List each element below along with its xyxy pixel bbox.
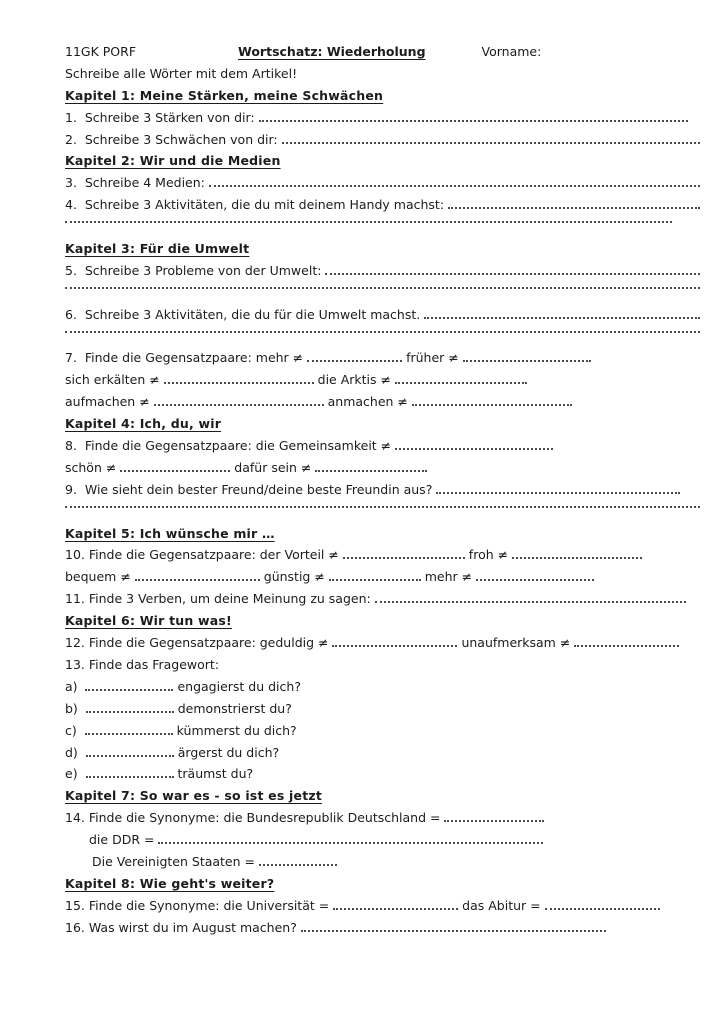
worksheet-line	[65, 745, 700, 767]
answer-blank	[86, 753, 174, 757]
answer-blank	[329, 577, 421, 581]
line-text: anmachen ≠	[323, 394, 412, 410]
chapter-heading-text: Kapitel 3: Für die Umwelt	[65, 241, 250, 257]
answer-blank	[448, 205, 700, 209]
course-code: 11GK PORF	[65, 44, 137, 59]
chapter-heading	[65, 416, 700, 438]
line-text: demonstrierst du?	[173, 700, 292, 716]
worksheet-line	[65, 329, 700, 351]
line-text: 9. Wie sieht dein bester Freund/deine beste Freundin aus?	[65, 481, 437, 497]
answer-blank	[301, 928, 606, 932]
answer-blank	[574, 643, 679, 647]
answer-blank	[333, 906, 458, 910]
line-text: schön ≠	[65, 459, 121, 475]
worksheet-line	[65, 197, 700, 219]
chapter-heading-text: Kapitel 2: Wir und die Medien	[65, 153, 281, 169]
worksheet-line	[65, 635, 700, 657]
answer-blank	[375, 599, 686, 603]
answer-blank	[164, 380, 314, 384]
worksheet-line	[65, 350, 700, 372]
answer-blank	[259, 862, 337, 866]
chapter-heading	[65, 153, 700, 175]
chapter-heading-text: Kapitel 8: Wie geht's weiter?	[65, 875, 275, 891]
line-text: e)	[65, 766, 86, 782]
line-text: unaufmerksam ≠	[457, 635, 575, 651]
worksheet-line	[65, 898, 700, 920]
line-text: 3. Schreibe 4 Medien:	[65, 175, 209, 191]
worksheet-line	[65, 810, 700, 832]
line-text: 1. Schreibe 3 Stärken von dir:	[65, 109, 259, 125]
answer-blank	[332, 643, 457, 647]
worksheet-line	[65, 701, 700, 723]
answer-blank	[85, 687, 173, 691]
worksheet-line	[65, 460, 700, 482]
page-title: Wortschatz: Wiederholung	[238, 44, 426, 59]
answer-blank	[463, 358, 591, 362]
line-text: 10. Finde die Gegensatzpaare: der Vorteil ≠	[65, 547, 343, 563]
line-text: das Abitur =	[458, 897, 545, 913]
answer-blank	[476, 577, 594, 581]
chapter-heading-text: Kapitel 4: Ich, du, wir	[65, 416, 222, 432]
worksheet-body	[65, 66, 700, 942]
worksheet-line	[65, 591, 700, 613]
worksheet-line	[65, 854, 700, 876]
line-text: 4. Schreibe 3 Aktivitäten, die du mit deinem Handy machst:	[65, 197, 449, 213]
answer-blank	[343, 555, 465, 559]
line-text: froh ≠	[464, 547, 513, 563]
line-text: 15. Finde die Synonyme: die Universität =	[65, 897, 334, 913]
line-text: 12. Finde die Gegensatzpaare: geduldig ≠	[65, 635, 333, 651]
answer-blank	[325, 271, 700, 275]
line-text: 6. Schreibe 3 Aktivitäten, die du für die Umwelt machst.	[65, 306, 425, 322]
worksheet-line	[65, 66, 700, 88]
header	[65, 44, 700, 66]
worksheet-line	[65, 504, 700, 526]
line-text: bequem ≠	[65, 569, 135, 585]
line-text: dafür sein ≠	[230, 459, 316, 475]
line-text: sich erkälten ≠	[65, 372, 164, 388]
answer-blank	[158, 840, 543, 844]
worksheet-line	[65, 832, 700, 854]
worksheet-line	[65, 482, 700, 504]
chapter-heading	[65, 613, 700, 635]
line-text: a)	[65, 678, 86, 694]
worksheet-line	[65, 285, 700, 307]
chapter-heading	[65, 788, 700, 810]
worksheet-line	[65, 657, 700, 679]
worksheet-line	[65, 547, 700, 569]
line-text: kümmerst du dich?	[172, 722, 297, 738]
line-text: engagierst du dich?	[173, 678, 301, 694]
worksheet-line	[65, 372, 700, 394]
worksheet-line	[65, 438, 700, 460]
line-text: 16. Was wirst du im August machen?	[65, 919, 301, 935]
line-text: die Arktis ≠	[313, 372, 395, 388]
answer-blank	[65, 219, 672, 223]
worksheet-line	[65, 920, 700, 942]
line-text: mehr ≠	[420, 569, 477, 585]
line-text: 5. Schreibe 3 Probleme von der Umwelt:	[65, 262, 326, 278]
worksheet-line	[65, 569, 700, 591]
answer-blank	[86, 774, 174, 778]
worksheet-line	[65, 110, 700, 132]
worksheet-line	[65, 219, 700, 241]
line-text: 13. Finde das Fragewort:	[65, 656, 220, 672]
line-text: b)	[65, 700, 86, 716]
line-text: ärgerst du dich?	[173, 744, 280, 760]
answer-blank	[85, 731, 173, 735]
line-text: d)	[65, 744, 86, 760]
worksheet-line	[65, 766, 700, 788]
answer-blank	[282, 140, 700, 144]
line-text: Schreibe alle Wörter mit dem Artikel!	[65, 65, 298, 81]
answer-blank	[444, 818, 544, 822]
line-text: c)	[65, 722, 85, 738]
chapter-heading-text: Kapitel 7: So war es - so ist es jetzt	[65, 788, 323, 804]
answer-blank	[545, 906, 660, 910]
answer-blank	[65, 285, 700, 289]
line-text: träumst du?	[173, 766, 254, 782]
chapter-heading	[65, 88, 700, 110]
name-label: Vorname:	[481, 44, 542, 59]
chapter-heading	[65, 876, 700, 898]
answer-blank	[86, 709, 174, 713]
answer-blank	[154, 402, 324, 406]
line-text: 2. Schreibe 3 Schwächen von dir:	[65, 131, 282, 147]
chapter-heading	[65, 241, 700, 263]
line-text: 14. Finde die Synonyme: die Bundesrepublik Deutschland =	[65, 810, 445, 826]
worksheet-line	[65, 307, 700, 329]
line-text: aufmachen ≠	[65, 394, 154, 410]
worksheet-line	[65, 679, 700, 701]
answer-blank	[436, 490, 680, 494]
answer-blank	[65, 504, 700, 508]
worksheet-line	[65, 175, 700, 197]
line-text: günstig ≠	[259, 569, 329, 585]
line-text: die DDR =	[89, 832, 159, 848]
answer-blank	[259, 118, 688, 122]
answer-blank	[135, 577, 260, 581]
line-text: Die Vereinigten Staaten =	[92, 853, 259, 869]
worksheet-line	[65, 723, 700, 745]
answer-blank	[395, 446, 553, 450]
answer-blank	[315, 468, 427, 472]
line-text: früher ≠	[402, 350, 463, 366]
line-text: 7. Finde die Gegensatzpaare: mehr ≠	[65, 350, 308, 366]
answer-blank	[209, 183, 700, 187]
chapter-heading-text: Kapitel 1: Meine Stärken, meine Schwächen	[65, 87, 384, 103]
answer-blank	[65, 329, 700, 333]
answer-blank	[307, 358, 402, 362]
chapter-heading	[65, 526, 700, 548]
worksheet-line	[65, 394, 700, 416]
line-text: 8. Finde die Gegensatzpaare: die Gemeinsamkeit ≠	[65, 438, 396, 454]
answer-blank	[424, 315, 700, 319]
answer-blank	[512, 555, 642, 559]
worksheet-line	[65, 263, 700, 285]
chapter-heading-text: Kapitel 6: Wir tun was!	[65, 613, 232, 629]
worksheet-line	[65, 132, 700, 154]
line-text: 11. Finde 3 Verben, um deine Meinung zu sagen:	[65, 591, 375, 607]
answer-blank	[120, 468, 230, 472]
answer-blank	[395, 380, 527, 384]
chapter-heading-text: Kapitel 5: Ich wünsche mir …	[65, 525, 275, 541]
answer-blank	[412, 402, 572, 406]
